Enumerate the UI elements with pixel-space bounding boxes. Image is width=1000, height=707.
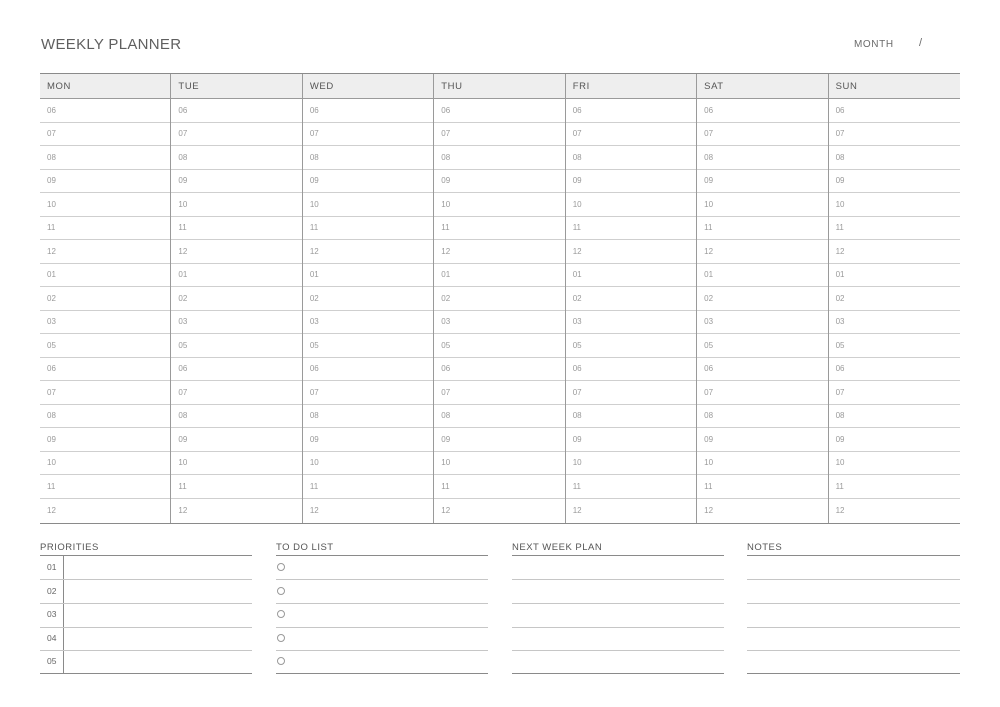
todo-top-rule — [276, 555, 488, 556]
hour-slot[interactable]: 06 — [40, 99, 170, 123]
hour-slot[interactable]: 01 — [171, 264, 301, 288]
hour-slot[interactable]: 11 — [697, 217, 827, 241]
next-week-row-line[interactable] — [512, 603, 724, 604]
hour-slot[interactable]: 08 — [829, 405, 960, 429]
todo-row-line[interactable] — [276, 579, 488, 580]
hour-slot[interactable]: 12 — [835, 505, 845, 515]
hour-slot[interactable]: 12 — [309, 505, 319, 515]
hour-slot[interactable]: 03 — [171, 311, 301, 335]
hour-slot[interactable]: 08 — [171, 146, 301, 170]
hour-slot[interactable]: 09 — [40, 428, 170, 452]
hour-slot[interactable]: 09 — [697, 428, 827, 452]
hour-slot[interactable]: 12 — [40, 240, 170, 264]
hour-slot[interactable]: 07 — [40, 381, 170, 405]
hour-slot[interactable]: 09 — [171, 428, 301, 452]
hour-slot[interactable]: 10 — [171, 193, 301, 217]
hour-slot[interactable]: 08 — [697, 405, 827, 429]
hour-slot[interactable]: 05 — [566, 334, 696, 358]
priorities-number-divider — [63, 556, 64, 673]
hour-slot[interactable]: 06 — [303, 99, 433, 123]
hour-slot[interactable]: 10 — [40, 452, 170, 476]
hour-slot[interactable]: 10 — [697, 452, 827, 476]
hour-slot[interactable]: 08 — [434, 146, 564, 170]
hour-slot[interactable]: 07 — [566, 123, 696, 147]
hour-slot[interactable]: 12 — [441, 505, 451, 515]
hour-slot[interactable]: 08 — [566, 405, 696, 429]
weekly-schedule-grid — [40, 73, 960, 524]
hour-slot[interactable]: 10 — [303, 193, 433, 217]
checkbox-circle-icon[interactable] — [277, 634, 285, 642]
day-column — [40, 74, 171, 523]
hour-slot[interactable]: 10 — [697, 193, 827, 217]
hour-slot[interactable]: 09 — [829, 428, 960, 452]
hour-slot[interactable]: 11 — [303, 217, 433, 241]
hour-slot[interactable]: 01 — [697, 264, 827, 288]
priority-number: 02 — [47, 585, 57, 596]
hour-slot[interactable]: 07 — [434, 123, 564, 147]
hour-slot[interactable]: 09 — [829, 170, 960, 194]
hour-slot[interactable]: 10 — [303, 452, 433, 476]
hour-slot[interactable]: 02 — [829, 287, 960, 311]
notes-row-line[interactable] — [747, 627, 960, 628]
hour-slot[interactable]: 07 — [303, 381, 433, 405]
hour-slot[interactable]: 09 — [566, 170, 696, 194]
day-column — [566, 74, 697, 523]
hour-slot[interactable]: 11 — [40, 475, 170, 499]
next-week-title: NEXT WEEK PLAN — [512, 542, 603, 553]
hour-slot[interactable]: 09 — [40, 170, 170, 194]
hour-slot[interactable]: 10 — [566, 452, 696, 476]
hour-slot[interactable]: 06 — [40, 358, 170, 382]
hour-slot[interactable]: 05 — [303, 334, 433, 358]
hour-slot[interactable]: 07 — [829, 381, 960, 405]
hour-slot[interactable]: 11 — [566, 217, 696, 241]
priority-number: 04 — [47, 632, 57, 643]
hour-slot[interactable]: 12 — [697, 240, 827, 264]
hour-slot[interactable]: 01 — [303, 264, 433, 288]
hour-slot[interactable]: 07 — [697, 381, 827, 405]
hour-slot[interactable]: 01 — [40, 264, 170, 288]
hour-slot[interactable]: 06 — [171, 358, 301, 382]
notes-row-line[interactable] — [747, 603, 960, 604]
hour-slot[interactable]: 08 — [434, 405, 564, 429]
hour-slot[interactable]: 11 — [303, 475, 433, 499]
priority-row-line[interactable] — [40, 603, 252, 604]
hour-slot[interactable]: 10 — [171, 452, 301, 476]
priorities-top-rule — [40, 555, 252, 556]
hour-slot[interactable]: 11 — [829, 475, 960, 499]
checkbox-circle-icon[interactable] — [277, 563, 285, 571]
day-column — [697, 74, 828, 523]
day-header: FRI — [566, 74, 696, 99]
hour-slot[interactable]: 02 — [566, 287, 696, 311]
month-label: MONTH — [854, 39, 894, 50]
todo-row-line[interactable] — [276, 603, 488, 604]
hour-slot[interactable]: 11 — [434, 475, 564, 499]
hour-slot[interactable]: 11 — [697, 475, 827, 499]
priority-row-line[interactable] — [40, 673, 252, 674]
hour-slot[interactable]: 11 — [829, 217, 960, 241]
hour-slot[interactable]: 07 — [829, 123, 960, 147]
hour-slot[interactable]: 07 — [40, 123, 170, 147]
next-week-top-rule — [512, 555, 724, 556]
hour-slot[interactable]: 03 — [40, 311, 170, 335]
hour-slot[interactable]: 11 — [171, 217, 301, 241]
hour-slot[interactable]: 09 — [697, 170, 827, 194]
hour-slot[interactable]: 05 — [434, 334, 564, 358]
hour-slot[interactable]: 01 — [434, 264, 564, 288]
hour-slot[interactable]: 03 — [566, 311, 696, 335]
notes-top-rule — [747, 555, 960, 556]
hour-slot[interactable]: 07 — [303, 123, 433, 147]
checkbox-circle-icon[interactable] — [277, 657, 285, 665]
hour-slot[interactable]: 12 — [566, 240, 696, 264]
hour-slot[interactable]: 09 — [303, 428, 433, 452]
day-header: SAT — [697, 74, 827, 99]
day-header: SUN — [829, 74, 960, 99]
next-week-row-line[interactable] — [512, 650, 724, 651]
hour-slot[interactable]: 07 — [434, 381, 564, 405]
hour-slot[interactable]: 08 — [303, 405, 433, 429]
hour-slot[interactable]: 06 — [829, 358, 960, 382]
hour-slot[interactable]: 08 — [697, 146, 827, 170]
hour-slot[interactable]: 06 — [829, 99, 960, 123]
hour-slot[interactable]: 05 — [40, 334, 170, 358]
hour-slot[interactable]: 03 — [697, 311, 827, 335]
hour-slot[interactable]: 07 — [697, 123, 827, 147]
hour-slot[interactable]: 12 — [171, 240, 301, 264]
priority-number: 05 — [47, 656, 57, 667]
day-header: WED — [303, 74, 433, 99]
priority-number: 01 — [47, 562, 57, 572]
notes-row-line[interactable] — [747, 579, 960, 580]
hour-slot[interactable]: 02 — [40, 287, 170, 311]
hour-slot[interactable]: 12 — [572, 505, 582, 515]
day-header: MON — [40, 74, 170, 99]
hour-slot[interactable]: 06 — [303, 358, 433, 382]
hour-slot[interactable]: 03 — [303, 311, 433, 335]
hour-slot[interactable]: 07 — [171, 123, 301, 147]
hour-slot[interactable]: 10 — [566, 193, 696, 217]
hour-slot[interactable]: 12 — [829, 240, 960, 264]
todo-title: TO DO LIST — [276, 542, 334, 553]
priority-number: 03 — [47, 609, 57, 620]
day-header: THU — [434, 74, 564, 99]
hour-slot[interactable]: 11 — [566, 475, 696, 499]
hour-slot[interactable]: 10 — [829, 193, 960, 217]
hour-slot[interactable]: 09 — [171, 170, 301, 194]
hour-slot[interactable]: 08 — [303, 146, 433, 170]
hour-slot[interactable]: 05 — [171, 334, 301, 358]
hour-slot[interactable]: 06 — [566, 99, 696, 123]
hour-slot[interactable]: 12 — [178, 505, 188, 515]
hour-slot[interactable]: 01 — [566, 264, 696, 288]
hour-slot[interactable]: 07 — [171, 381, 301, 405]
todo-row-line[interactable] — [276, 627, 488, 628]
day-column — [171, 74, 302, 523]
hour-slot[interactable]: 12 — [47, 505, 56, 515]
priority-row-line[interactable] — [40, 627, 252, 628]
hour-slot[interactable]: 09 — [434, 428, 564, 452]
checkbox-circle-icon[interactable] — [277, 610, 285, 618]
day-header: TUE — [171, 74, 301, 99]
hour-slot[interactable]: 10 — [40, 193, 170, 217]
hour-slot[interactable]: 02 — [303, 287, 433, 311]
month-separator: / — [919, 37, 923, 49]
hour-slot[interactable]: 06 — [434, 99, 564, 123]
hour-slot[interactable]: 02 — [171, 287, 301, 311]
hour-slot[interactable]: 05 — [697, 334, 827, 358]
hour-slot[interactable]: 06 — [566, 358, 696, 382]
notes-title: NOTES — [747, 542, 783, 553]
priority-row-line[interactable] — [40, 650, 252, 651]
hour-slot[interactable]: 11 — [171, 475, 301, 499]
todo-row-line[interactable] — [276, 650, 488, 651]
hour-slot[interactable]: 08 — [566, 146, 696, 170]
priorities-title: PRIORITIES — [40, 542, 99, 553]
hour-slot[interactable]: 11 — [434, 217, 564, 241]
day-column — [829, 74, 960, 523]
hour-slot[interactable]: 03 — [434, 311, 564, 335]
hour-slot[interactable]: 06 — [697, 358, 827, 382]
hour-slot[interactable]: 08 — [171, 405, 301, 429]
notes-row-line[interactable] — [747, 650, 960, 651]
hour-slot[interactable]: 08 — [40, 146, 170, 170]
day-column — [303, 74, 434, 523]
hour-slot[interactable]: 10 — [434, 193, 564, 217]
hour-slot[interactable]: 08 — [829, 146, 960, 170]
hour-slot[interactable]: 09 — [434, 170, 564, 194]
hour-slot[interactable]: 06 — [434, 358, 564, 382]
hour-slot[interactable]: 12 — [434, 240, 564, 264]
hour-slot[interactable]: 12 — [303, 240, 433, 264]
notes-row-line[interactable] — [747, 673, 960, 674]
hour-slot[interactable]: 02 — [697, 287, 827, 311]
hour-slot[interactable]: 02 — [434, 287, 564, 311]
next-week-row-line[interactable] — [512, 673, 724, 674]
priority-row-line[interactable] — [40, 579, 252, 580]
hour-slot[interactable]: 09 — [303, 170, 433, 194]
next-week-row-line[interactable] — [512, 627, 724, 628]
todo-row-line[interactable] — [276, 673, 488, 674]
hour-slot[interactable]: 12 — [704, 505, 714, 515]
hour-slot[interactable]: 06 — [171, 99, 301, 123]
hour-slot[interactable]: 10 — [829, 452, 960, 476]
next-week-row-line[interactable] — [512, 579, 724, 580]
hour-slot[interactable]: 07 — [566, 381, 696, 405]
hour-slot[interactable]: 06 — [697, 99, 827, 123]
hour-slot[interactable]: 03 — [829, 311, 960, 335]
hour-slot[interactable]: 05 — [829, 334, 960, 358]
hour-slot[interactable]: 11 — [40, 217, 170, 241]
hour-slot[interactable]: 08 — [40, 405, 170, 429]
hour-slot[interactable]: 09 — [566, 428, 696, 452]
planner-title: WEEKLY PLANNER — [41, 36, 182, 53]
checkbox-circle-icon[interactable] — [277, 587, 285, 595]
day-column — [434, 74, 565, 523]
hour-slot[interactable]: 10 — [434, 452, 564, 476]
hour-slot[interactable]: 01 — [829, 264, 960, 288]
